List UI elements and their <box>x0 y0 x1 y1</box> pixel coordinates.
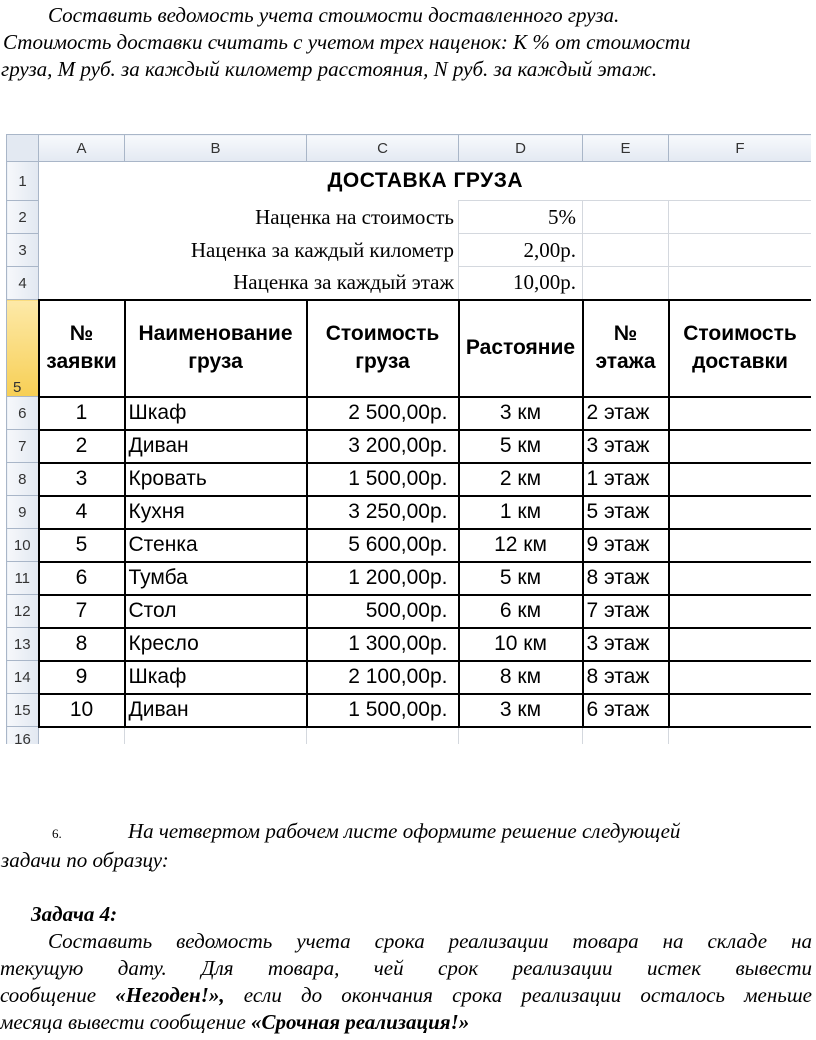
cargo-name-cell[interactable]: Диван <box>125 694 307 727</box>
delivery-cost-cell[interactable] <box>669 397 812 430</box>
row-header[interactable]: 9 <box>7 496 39 529</box>
task-4-line-3: сообщение «Негоден!», если до окончания срока реализации осталось меньше <box>0 983 812 1007</box>
distance-cell[interactable]: 12 км <box>459 529 583 562</box>
column-header-e[interactable]: E <box>583 135 669 162</box>
floor-cell[interactable]: 6 этаж <box>583 694 669 727</box>
distance-cell[interactable]: 5 км <box>459 562 583 595</box>
header-delivery-cost[interactable]: Стоимость доставки <box>669 300 812 397</box>
delivery-cost-cell[interactable] <box>669 628 812 661</box>
cargo-cost-cell[interactable]: 2 500,00р. <box>307 397 459 430</box>
distance-cell[interactable]: 2 км <box>459 463 583 496</box>
intro-line-1: Составить ведомость учета стоимости доставленного груза. <box>48 3 620 27</box>
cargo-cost-cell[interactable]: 500,00р. <box>307 595 459 628</box>
task-4-heading: Задача 4: <box>31 902 118 926</box>
row-header[interactable]: 15 <box>7 694 39 727</box>
header-floor[interactable]: № этажа <box>583 300 669 397</box>
cargo-name-cell[interactable]: Шкаф <box>125 397 307 430</box>
cargo-cost-cell[interactable]: 1 200,00р. <box>307 562 459 595</box>
delivery-cost-cell[interactable] <box>669 694 812 727</box>
cell[interactable] <box>583 234 669 267</box>
floor-cell[interactable]: 3 этаж <box>583 430 669 463</box>
floor-cell[interactable]: 7 этаж <box>583 595 669 628</box>
floor-cell[interactable]: 1 этаж <box>583 463 669 496</box>
row-header[interactable]: 4 <box>7 267 39 300</box>
intro-line-2: Стоимость доставки считать с учетом трех наценок: K % от стоимости <box>3 30 691 54</box>
header-distance[interactable]: Растояние <box>459 300 583 397</box>
table-header-row <box>7 300 812 397</box>
order-number-cell[interactable]: 3 <box>39 463 125 496</box>
cell[interactable] <box>669 727 812 745</box>
distance-cell[interactable]: 6 км <box>459 595 583 628</box>
spreadsheet-grid <box>6 134 811 744</box>
cell[interactable] <box>125 727 307 745</box>
item-6-text-continued: задачи по образцу: <box>1 848 169 872</box>
order-number-cell[interactable]: 2 <box>39 430 125 463</box>
delivery-cost-cell[interactable] <box>669 595 812 628</box>
cargo-cost-cell[interactable]: 5 600,00р. <box>307 529 459 562</box>
cargo-name-cell[interactable]: Кухня <box>125 496 307 529</box>
row-header[interactable]: 12 <box>7 595 39 628</box>
distance-cell[interactable]: 1 км <box>459 496 583 529</box>
header-cargo-name[interactable]: Наименование груза <box>125 300 307 397</box>
row-header[interactable]: 1 <box>7 162 39 201</box>
cell[interactable] <box>39 727 125 745</box>
distance-cell[interactable]: 10 км <box>459 628 583 661</box>
column-header-b[interactable]: B <box>125 135 307 162</box>
floor-cell[interactable]: 8 этаж <box>583 661 669 694</box>
task-4 <box>0 901 812 1036</box>
cargo-name-cell[interactable]: Шкаф <box>125 661 307 694</box>
floor-cell[interactable]: 5 этаж <box>583 496 669 529</box>
header-cargo-cost[interactable]: Стоимость груза <box>307 300 459 397</box>
delivery-cost-cell[interactable] <box>669 430 812 463</box>
delivery-cost-cell[interactable] <box>669 529 812 562</box>
table-row <box>7 562 812 595</box>
delivery-cost-cell[interactable] <box>669 463 812 496</box>
param-label[interactable]: Наценка за каждый километр <box>190 237 454 262</box>
row-header[interactable]: 8 <box>7 463 39 496</box>
order-number-cell[interactable]: 6 <box>39 562 125 595</box>
order-number-cell[interactable]: 8 <box>39 628 125 661</box>
cell[interactable] <box>307 727 459 745</box>
item-6-text: На четвертом рабочем листе оформите решение следующей <box>128 819 681 843</box>
sheet-title[interactable]: ДОСТАВКА ГРУЗА <box>327 169 524 192</box>
cargo-cost-cell[interactable]: 3 250,00р. <box>307 496 459 529</box>
order-number-cell[interactable]: 4 <box>39 496 125 529</box>
floor-cell[interactable]: 2 этаж <box>583 397 669 430</box>
table-row <box>7 430 812 463</box>
cargo-cost-cell[interactable]: 3 200,00р. <box>307 430 459 463</box>
cargo-name-cell[interactable]: Стенка <box>125 529 307 562</box>
table-row <box>7 496 812 529</box>
intro-paragraph <box>0 2 812 83</box>
cargo-name-cell[interactable]: Тумба <box>125 562 307 595</box>
param-value[interactable]: 10,00р. <box>459 267 583 300</box>
param-value[interactable]: 5% <box>459 201 583 234</box>
row-header[interactable]: 11 <box>7 562 39 595</box>
floor-cell[interactable]: 8 этаж <box>583 562 669 595</box>
item-6-number: 6. <box>52 826 62 841</box>
cargo-cost-cell[interactable]: 1 300,00р. <box>307 628 459 661</box>
table-row <box>7 397 812 430</box>
cell[interactable] <box>583 727 669 745</box>
column-header-a[interactable]: A <box>39 135 125 162</box>
message-unfit: «Негоден!», <box>115 983 225 1007</box>
floor-cell[interactable]: 9 этаж <box>583 529 669 562</box>
distance-cell[interactable]: 3 км <box>459 397 583 430</box>
row-header[interactable]: 10 <box>7 529 39 562</box>
cargo-name-cell[interactable]: Диван <box>125 430 307 463</box>
column-header-c[interactable]: C <box>307 135 459 162</box>
table-row <box>7 529 812 562</box>
header-order-number[interactable]: № заявки <box>39 300 125 397</box>
param-label[interactable]: Наценка за каждый этаж <box>233 270 454 294</box>
column-header-d[interactable]: D <box>459 135 583 162</box>
column-header-f[interactable]: F <box>669 135 812 162</box>
row-header[interactable]: 16 <box>7 727 39 745</box>
intro-line-3: груза, M руб. за каждый километр расстояния, N руб. за каждый этаж. <box>1 57 658 81</box>
select-all-corner[interactable] <box>7 135 39 162</box>
param-value[interactable]: 2,00р. <box>459 234 583 267</box>
distance-cell[interactable]: 5 км <box>459 430 583 463</box>
delivery-cost-cell[interactable] <box>669 496 812 529</box>
cell[interactable] <box>583 201 669 234</box>
param-label[interactable]: Наценка на стоимость <box>255 204 454 229</box>
cell[interactable] <box>669 267 812 300</box>
cell[interactable] <box>669 201 812 234</box>
cargo-cost-cell[interactable]: 2 100,00р. <box>307 661 459 694</box>
cell[interactable] <box>669 234 812 267</box>
table-row <box>7 463 812 496</box>
table-row <box>7 661 812 694</box>
row-header[interactable]: 14 <box>7 661 39 694</box>
order-number-cell[interactable]: 5 <box>39 529 125 562</box>
row-header[interactable]: 3 <box>7 234 39 267</box>
order-number-cell[interactable]: 1 <box>39 397 125 430</box>
row-header[interactable]: 2 <box>7 201 39 234</box>
cell[interactable] <box>583 267 669 300</box>
task-4-line-4: месяца вывести сообщение «Срочная реализация!» <box>0 1010 470 1034</box>
row-header[interactable]: 5 <box>7 300 39 397</box>
order-number-cell[interactable]: 10 <box>39 694 125 727</box>
order-number-cell[interactable]: 7 <box>39 595 125 628</box>
cargo-name-cell[interactable]: Кресло <box>125 628 307 661</box>
distance-cell[interactable]: 8 км <box>459 661 583 694</box>
message-urgent-sale: «Срочная реализация!» <box>251 1010 470 1034</box>
table-row <box>7 595 812 628</box>
row-header[interactable]: 6 <box>7 397 39 430</box>
cargo-cost-cell[interactable]: 1 500,00р. <box>307 463 459 496</box>
spreadsheet-image <box>6 134 811 744</box>
row-header[interactable]: 13 <box>7 628 39 661</box>
distance-cell[interactable]: 3 км <box>459 694 583 727</box>
row-header[interactable]: 7 <box>7 430 39 463</box>
task-4-line-2: текущую дату. Для товара, чей срок реализации истек вывести <box>0 956 812 980</box>
table-row <box>7 694 812 727</box>
cargo-cost-cell[interactable]: 1 500,00р. <box>307 694 459 727</box>
item-6 <box>0 818 812 874</box>
cargo-name-cell[interactable]: Стол <box>125 595 307 628</box>
cargo-name-cell[interactable]: Кровать <box>125 463 307 496</box>
column-header-row <box>7 135 812 162</box>
delivery-cost-cell[interactable] <box>669 562 812 595</box>
order-number-cell[interactable]: 9 <box>39 661 125 694</box>
floor-cell[interactable]: 3 этаж <box>583 628 669 661</box>
cell[interactable] <box>459 727 583 745</box>
delivery-cost-cell[interactable] <box>669 661 812 694</box>
task-4-line-1: Составить ведомость учета срока реализации товара на складе на <box>48 929 812 953</box>
table-row <box>7 628 812 661</box>
